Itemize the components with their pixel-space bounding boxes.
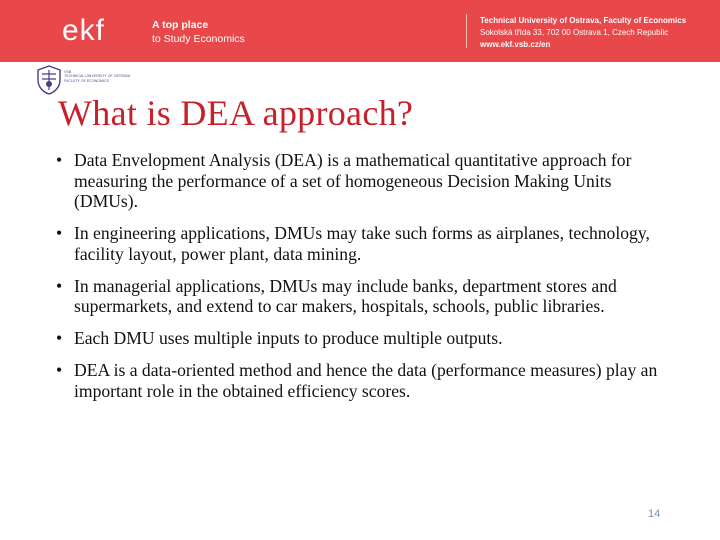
tagline (152, 18, 245, 46)
bullet-text: In engineering applications, DMUs may take such forms as airplanes, technology, facility layout, power plant, data mining. (74, 223, 650, 264)
bullet-text: Data Envelopment Analysis (DEA) is a mathematical quantitative approach for measuring the performance of a set of homogeneous Decision Making Units (DMUs). (74, 150, 632, 211)
page-number: 14 (648, 508, 661, 520)
list-item (56, 328, 676, 349)
bullet-text: In managerial applications, DMUs may include banks, department stores and supermarkets, and extend to car makers, hospitals, schools, public libraries. (74, 275, 617, 316)
university-website: www.ekf.vsb.cz/en (480, 40, 551, 49)
header-divider (466, 14, 467, 48)
crest-caption-line-2: TECHNICAL UNIVERSITY OF OSTRAVA (64, 74, 131, 79)
list-item (56, 360, 676, 401)
crest-caption-line-1: VSB (64, 70, 72, 74)
crest-caption (64, 70, 134, 83)
bullet-icon: • (56, 328, 63, 348)
university-crest-icon (36, 65, 62, 95)
university-info (480, 15, 686, 51)
bullet-text: Each DMU uses multiple inputs to produce multiple outputs. (74, 328, 503, 348)
list-item (56, 150, 676, 212)
crest-caption-line-3: FACULTY OF ECONOMICS (64, 78, 109, 83)
list-item (56, 276, 676, 317)
bullet-icon: • (56, 150, 63, 170)
slide-title: What is DEA approach? (58, 93, 414, 133)
list-item (56, 223, 676, 264)
bullet-icon: • (56, 360, 63, 380)
university-name: Technical University of Ostrava, Faculty of Economics (480, 16, 687, 25)
ekf-logo: ekf (62, 14, 106, 47)
bullet-text: DEA is a data-oriented method and hence the data (performance measures) play an important role in the obtained efficiency scores. (74, 360, 658, 401)
header-banner (0, 0, 720, 62)
bullet-icon: • (56, 223, 63, 243)
bullet-list (56, 150, 676, 413)
tagline-line-1: A top place (152, 19, 209, 31)
tagline-line-2: to Study Economics (152, 33, 245, 45)
university-address: Sokolská třída 33, 702 00 Ostrava 1, Czech Republic (480, 28, 669, 37)
bullet-icon: • (56, 275, 63, 296)
